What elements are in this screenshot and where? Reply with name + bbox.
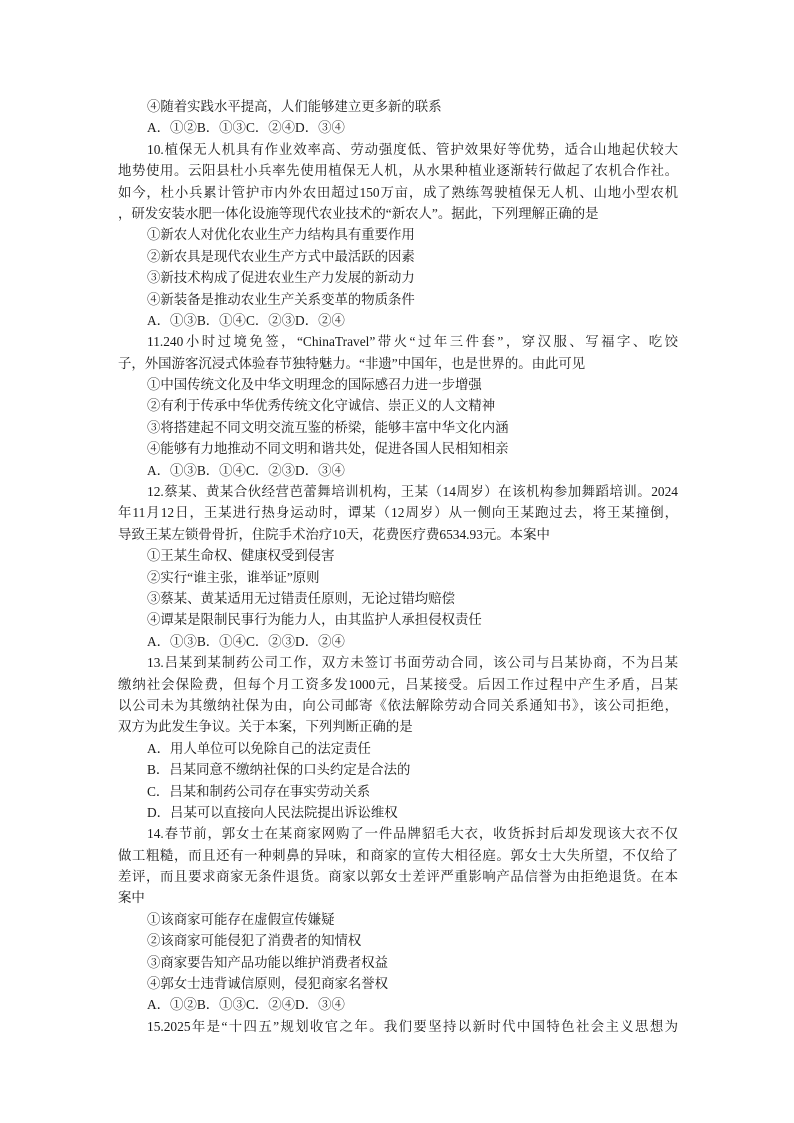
statement-line: ①该商家可能存在虚假宣传嫌疑 bbox=[147, 911, 335, 927]
option-a: A．用人单位可以免除自己的法定责任 bbox=[147, 740, 371, 756]
question-stem-line: 双方为此发生争议。关于本案，下列判断正确的是 bbox=[118, 719, 413, 735]
question-stem-line: 年11月12日，王某进行热身运动时，谭某（12周岁）从一侧向王某跑过去，将王某撞倒， bbox=[118, 505, 678, 521]
option-d: D．吕某可以直接向人民法院提出诉讼维权 bbox=[147, 804, 398, 820]
question-stem-line: 子，外国游客沉浸式体验春节独特魅力。“非遗”中国年，也是世界的。由此可见 bbox=[118, 355, 586, 371]
statement-line: ②有利于传承中华优秀传统文化守诚信、崇正义的人文精神 bbox=[147, 398, 496, 414]
question-stem-line: 如今，杜小兵累计管护市内外农田超过150万亩，成了熟练驾驶植保无人机、山地小型农机 bbox=[118, 184, 678, 200]
answer-choices: A．①③B．①④C．②③D．③④ bbox=[147, 462, 345, 478]
statement-line: ①王某生命权、健康权受到侵害 bbox=[147, 548, 335, 564]
question-9-continued bbox=[118, 96, 678, 139]
question-14 bbox=[118, 823, 678, 1016]
option-b: B．吕某同意不缴纳社保的口头约定是合法的 bbox=[147, 762, 411, 778]
question-10 bbox=[118, 139, 678, 332]
statement-line: ③将搭建起不同文明交流互鉴的桥梁，能够丰富中华文化内涵 bbox=[147, 419, 509, 435]
question-stem-line: 15.2025年是“十四五”规划收官之年。我们要坚持以新时代中国特色社会主义思想为 bbox=[147, 1018, 678, 1034]
statement-line: ④随着实践水平提高，人们能够建立更多新的联系 bbox=[147, 99, 442, 114]
question-15 bbox=[118, 1016, 678, 1037]
question-stem-line: 差评，而且要求商家无条件退货。商家以郭女士差评严重影响产品信誉为由拒绝退货。在本 bbox=[118, 869, 678, 885]
answer-choices: A．①③B．①④C．②③D．②④ bbox=[147, 312, 345, 328]
question-stem-line: 12.蔡某、黄某合伙经营芭蕾舞培训机构，王某（14周岁）在该机构参加舞蹈培训。2024 bbox=[147, 484, 678, 500]
option-c: C．吕某和制药公司存在事实劳动关系 bbox=[147, 783, 371, 799]
statement-line: ④能够有力地推动不同文明和谐共处，促进各国人民相知相亲 bbox=[147, 441, 509, 457]
statement-line: ④新装备是推动农业生产关系变革的物质条件 bbox=[147, 291, 415, 307]
question-stem-line: 14.春节前，郭女士在某商家网购了一件品牌貂毛大衣，收货拆封后却发现该大衣不仅 bbox=[147, 826, 678, 842]
statement-line: ③新技术构成了促进农业生产力发展的新动力 bbox=[147, 270, 415, 286]
question-stem-line: ，研发安装水肥一体化设施等现代农业技术的“新农人”。据此，下列理解正确的是 bbox=[118, 205, 599, 221]
question-stem-line: 案中 bbox=[118, 890, 145, 906]
statement-line: ③蔡某、黄某适用无过错责任原则，无论过错均赔偿 bbox=[147, 590, 455, 606]
question-12 bbox=[118, 481, 678, 652]
statement-line: ②新农具是现代农业生产方式中最活跃的因素 bbox=[147, 248, 415, 264]
statement-line: ①中国传统文化及中华文明理念的国际感召力进一步增强 bbox=[147, 377, 482, 393]
question-stem-line: 13.吕某到某制药公司工作，双方未签订书面劳动合同，该公司与吕某协商，不为吕某 bbox=[147, 655, 678, 671]
answer-choices: A．①②B．①③C．②④D．③④ bbox=[147, 997, 345, 1013]
question-stem-line: 地势使用。云阳县杜小兵率先使用植保无人机，从水果种植业逐渐转行做起了农机合作社。 bbox=[118, 163, 678, 179]
question-column bbox=[118, 96, 678, 1037]
question-stem-line: 11.240小时过境免签，“ChinaTravel”带火“过年三件套”，穿汉服、写福字、吃饺 bbox=[147, 334, 678, 350]
answer-choices: A．①②B．①③C．②④D．③④ bbox=[147, 120, 345, 136]
statement-line: ④谭某是限制民事行为能力人，由其监护人承担侵权责任 bbox=[147, 612, 482, 628]
statement-line: ①新农人对优化农业生产力结构具有重要作用 bbox=[147, 227, 415, 243]
question-stem-line: 以公司未为其缴纳社保为由，向公司邮寄《依法解除劳动合同关系通知书》，该公司拒绝， bbox=[118, 697, 678, 713]
question-stem-line: 做工粗糙，而且还有一种刺鼻的异味，和商家的宣传大相径庭。郭女士大失所望，不仅给了 bbox=[118, 847, 678, 863]
statement-line: ②该商家可能侵犯了消费者的知情权 bbox=[147, 933, 362, 949]
statement-line: ②实行“谁主张，谁举证”原则 bbox=[147, 569, 320, 585]
question-13 bbox=[118, 652, 678, 823]
answer-choices: A．①③B．①④C．②③D．②④ bbox=[147, 633, 345, 649]
statement-line: ④郭女士违背诚信原则，侵犯商家名誉权 bbox=[147, 976, 389, 992]
question-stem-line: 缴纳社会保险费，但每个月工资多发1000元，吕某接受。后因工作过程中产生矛盾，吕某 bbox=[118, 676, 678, 692]
question-11 bbox=[118, 331, 678, 481]
question-stem-line: 10.植保无人机具有作业效率高、劳动强度低、管护效果好等优势，适合山地起伏较大 bbox=[147, 141, 678, 157]
question-stem-line: 导致王某左锁骨骨折，住院手术治疗10天，花费医疗费6534.93元。本案中 bbox=[118, 526, 550, 542]
statement-line: ③商家要告知产品功能以维护消费者权益 bbox=[147, 954, 389, 970]
